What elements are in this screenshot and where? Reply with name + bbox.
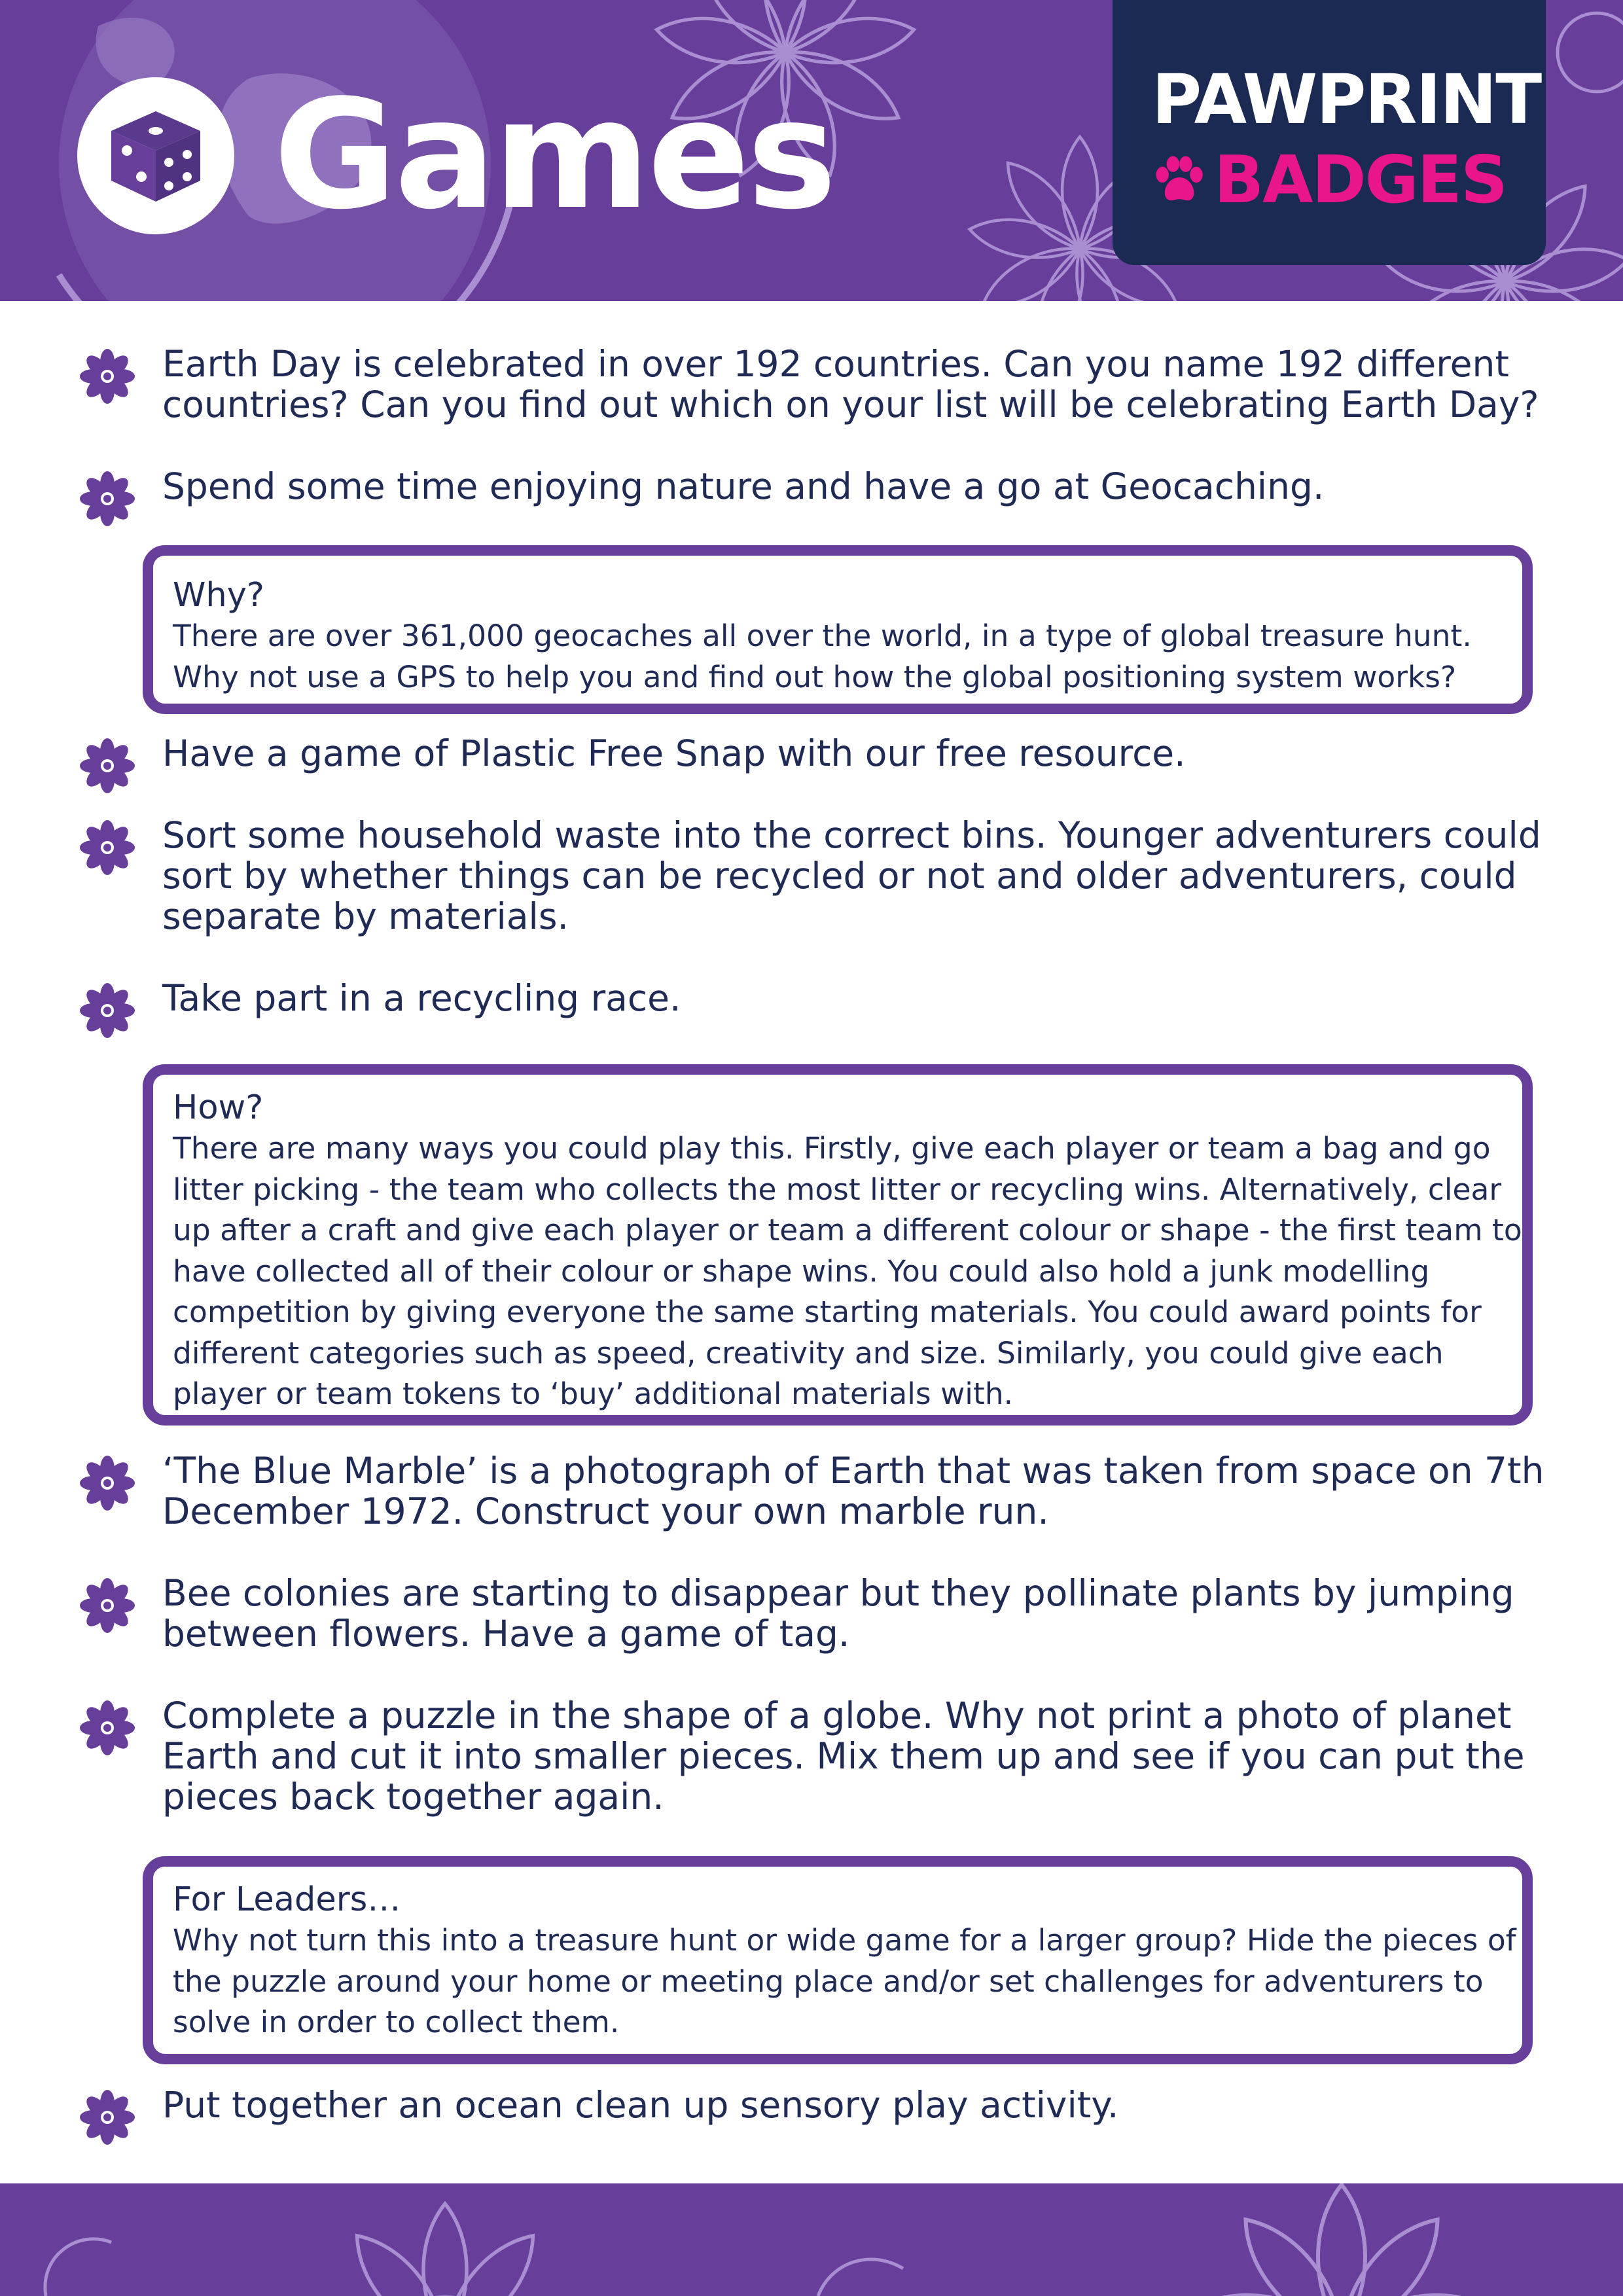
flower-icon — [79, 1454, 136, 1512]
flower-icon — [79, 348, 136, 405]
flower-icon — [79, 1699, 136, 1757]
list-item-text: Earth Day is celebrated in over 192 countries. Can you name 192 different countries? Can you find out which on your list will be celebrating Earth Day? — [162, 343, 1539, 425]
info-box-title: For Leaders… — [173, 1880, 401, 1919]
list-item-text: Put together an ocean clean up sensory play activity. — [162, 2084, 1119, 2126]
logo-text-badges: BADGES — [1213, 141, 1507, 218]
dice-icon — [77, 77, 234, 234]
flower-icon — [79, 2089, 136, 2146]
info-box-title: How? — [173, 1088, 264, 1127]
title-group — [77, 68, 834, 243]
info-box-body: Why not turn this into a treasure hunt or wide game for a larger group? Hide the pieces of the puzzle around your home or meeting place and/or set challenges for adventurers to solve in order to collect them. — [173, 1923, 1516, 2039]
footer-banner — [0, 2183, 1623, 2296]
flower-icon — [79, 982, 136, 1039]
list-item-text: ‘The Blue Marble’ is a photograph of Earth that was taken from space on 7th December 1972. Construct your own marble run. — [162, 1450, 1544, 1532]
pawprint-badges-logo — [1113, 0, 1546, 265]
list-item-text: Sort some household waste into the correct bins. Younger adventurers could sort by whether things can be recycled or not and older adventurers, could separate by materials. — [162, 814, 1541, 937]
info-box-body: There are over 361,000 geocaches all over the world, in a type of global treasure hunt. Why not use a GPS to help you and find out how the global positioning system works? — [173, 619, 1472, 694]
info-box-how — [143, 1064, 1533, 1426]
header-banner — [0, 0, 1623, 301]
flower-icon — [79, 1577, 136, 1634]
flower-icon — [79, 819, 136, 876]
logo-line-badges — [1152, 141, 1507, 218]
page-title: Games — [274, 68, 834, 243]
info-box-title: Why? — [173, 576, 265, 615]
list-item-text: Take part in a recycling race. — [162, 977, 681, 1019]
info-box-body: There are many ways you could play this. Firstly, give each player or team a bag and go litter picking - the team who collects the most litter or recycling wins. Alternatively, clear up after a craft and give each player or team a different colour or shape - the first team to have collected all of their colour or shape wins. You could also hold a junk modelling competition by giving everyone the same starting materials. You could award points for different categories such as speed, creativity and size. Similarly, you could give each player or team tokens to ‘buy’ additional materials with. — [173, 1131, 1522, 1411]
logo-text-pawprint: PAWPRINT — [1152, 60, 1541, 139]
flower-icon — [79, 737, 136, 795]
info-box-for-leaders — [143, 1856, 1533, 2064]
flower-icon — [79, 470, 136, 528]
paw-icon — [1152, 147, 1205, 213]
list-item-text: Have a game of Plastic Free Snap with our free resource. — [162, 732, 1186, 774]
info-box-why — [143, 545, 1533, 714]
footer-decoration — [0, 2183, 1623, 2296]
list-item-text: Complete a puzzle in the shape of a globe. Why not print a photo of planet Earth and cut it into smaller pieces. Mix them up and see if you can put the pieces back together again. — [162, 1695, 1525, 1818]
list-item-text: Bee colonies are starting to disappear but they pollinate plants by jumping between flowers. Have a game of tag. — [162, 1572, 1514, 1655]
list-item-text: Spend some time enjoying nature and have a go at Geocaching. — [162, 465, 1325, 507]
